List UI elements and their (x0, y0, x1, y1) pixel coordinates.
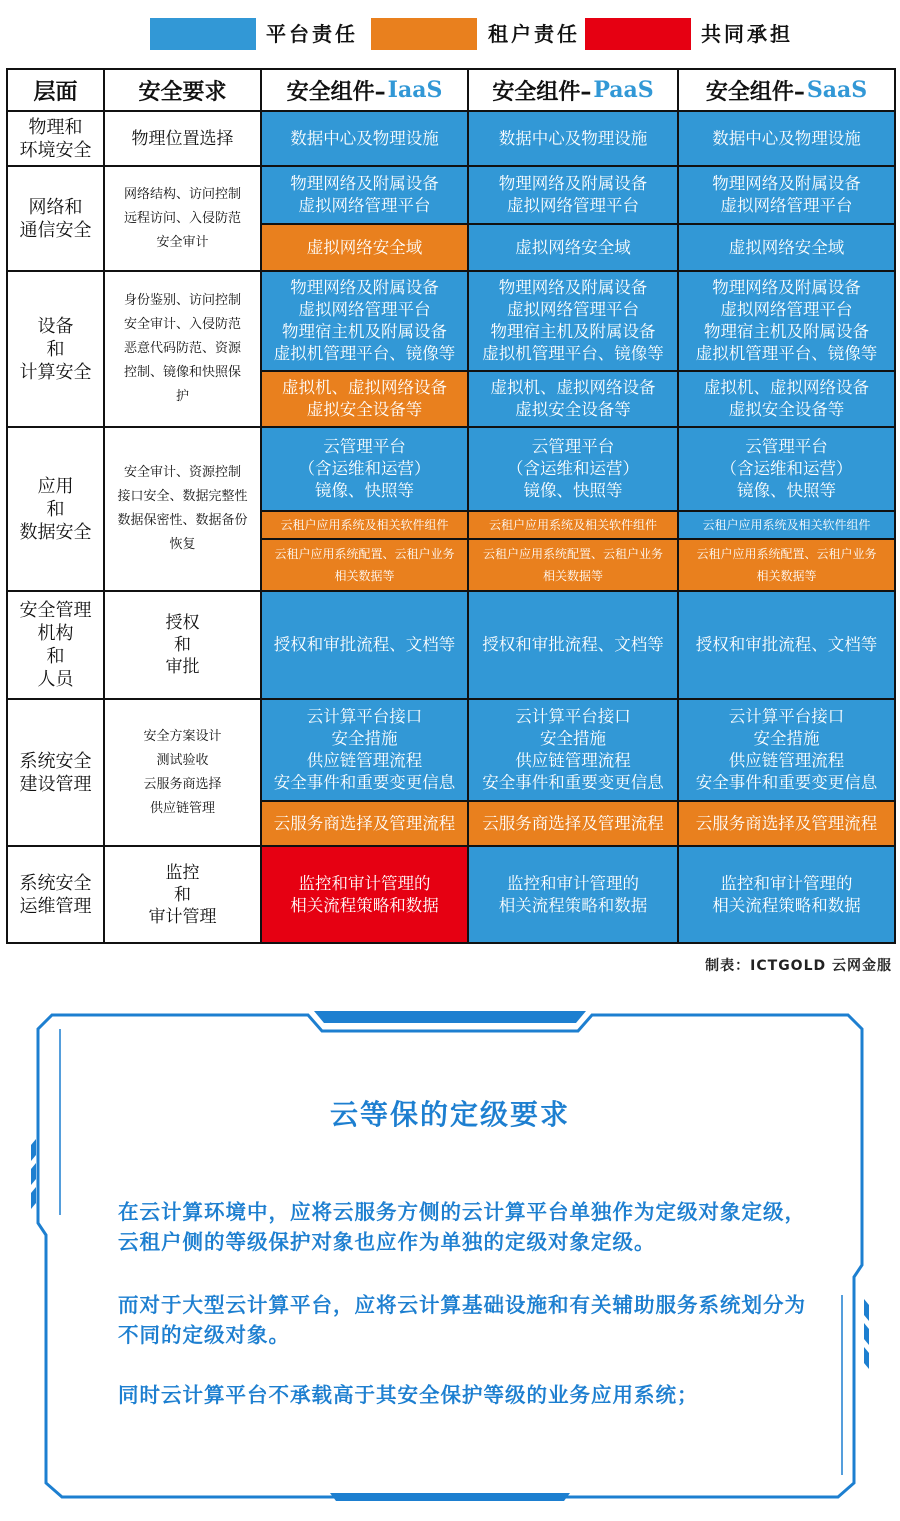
responsibility-table (6, 68, 896, 944)
requirement-cell: 授权 和 审批 (105, 592, 260, 698)
legend-label-platform: 平台责任 (266, 22, 358, 46)
component-cell: 云计算平台接口 安全措施 供应链管理流程 安全事件和重要变更信息 (469, 700, 677, 800)
paragraph-3: 同时云计算平台不承载高于其安全保护等级的业务应用系统； (118, 1383, 699, 1407)
header-requirement: 安全要求 (105, 70, 260, 110)
component-cell: 物理网络及附属设备 虚拟网络管理平台 物理宿主机及附属设备 虚拟机管理平台、镜像等 (469, 272, 677, 370)
component-cell: 物理网络及附属设备 虚拟网络管理平台 物理宿主机及附属设备 虚拟机管理平台、镜像等 (262, 272, 467, 370)
component-cell: 云租户应用系统及相关软件组件 (262, 512, 467, 538)
component-cell: 数据中心及物理设施 (262, 112, 467, 165)
component-cell: 授权和审批流程、文档等 (262, 592, 467, 698)
component-cell: 云租户应用系统配置、云租户业务 相关数据等 (262, 540, 467, 590)
legend-swatch-tenant (371, 18, 477, 50)
component-cell: 授权和审批流程、文档等 (469, 592, 677, 698)
requirement-cell: 身份鉴别、访问控制 安全审计、入侵防范 恶意代码防范、资源 控制、镜像和快照保 护 (105, 272, 260, 426)
paragraph-1: 在云计算环境中，应将云服务方侧的云计算平台单独作为定级对象定级，云租户侧的等级保护对象也应作为单独的定级对象定级。 (118, 1200, 806, 1254)
header-paas (469, 70, 677, 110)
component-cell: 云租户应用系统配置、云租户业务 相关数据等 (679, 540, 894, 590)
component-cell: 虚拟机、虚拟网络设备 虚拟安全设备等 (679, 372, 894, 426)
level-cell: 物理和 环境安全 (8, 112, 103, 165)
component-cell: 物理网络及附属设备 虚拟网络管理平台 物理宿主机及附属设备 虚拟机管理平台、镜像等 (679, 272, 894, 370)
component-cell: 云服务商选择及管理流程 (262, 802, 467, 845)
paragraph-2: 而对于大型云计算平台，应将云计算基础设施和有关辅助服务系统划分为不同的定级对象。 (118, 1293, 806, 1347)
component-cell: 监控和审计管理的 相关流程策略和数据 (262, 847, 467, 942)
box-title: 云等保的定级要求 (329, 1098, 570, 1131)
table-credit: 制表：ICTGOLD 云网金服 (705, 958, 892, 974)
component-cell: 云服务商选择及管理流程 (469, 802, 677, 845)
component-cell: 物理网络及附属设备 虚拟网络管理平台 (262, 167, 467, 223)
component-cell: 虚拟网络安全域 (469, 225, 677, 270)
component-cell: 虚拟机、虚拟网络设备 虚拟安全设备等 (469, 372, 677, 426)
component-cell: 云租户应用系统及相关软件组件 (469, 512, 677, 538)
component-cell: 云管理平台 （含运维和运营） 镜像、快照等 (262, 428, 467, 510)
legend-label-tenant: 租户责任 (488, 22, 580, 46)
level-cell: 设备 和 计算安全 (8, 272, 103, 426)
component-cell: 云租户应用系统配置、云租户业务 相关数据等 (469, 540, 677, 590)
header-saas (679, 70, 894, 110)
legend-swatch-platform (150, 18, 256, 50)
frame-top-tab (314, 1011, 586, 1023)
level-cell: 系统安全 运维管理 (8, 847, 103, 942)
component-cell: 虚拟机、虚拟网络设备 虚拟安全设备等 (262, 372, 467, 426)
level-cell: 应用 和 数据安全 (8, 428, 103, 590)
component-cell: 数据中心及物理设施 (679, 112, 894, 165)
header-paas-prefix: 安全组件– (492, 79, 592, 105)
header-iaas-accent: IaaS (387, 77, 443, 103)
requirement-cell: 监控 和 审计管理 (105, 847, 260, 942)
frame-right-ticks (864, 1299, 869, 1369)
header-iaas (262, 70, 467, 110)
level-cell: 系统安全 建设管理 (8, 700, 103, 845)
requirement-cell: 物理位置选择 (105, 112, 260, 165)
frame-bottom-tab (330, 1493, 570, 1501)
requirement-cell: 安全方案设计 测试验收 云服务商选择 供应链管理 (105, 700, 260, 845)
component-cell: 授权和审批流程、文档等 (679, 592, 894, 698)
component-cell: 监控和审计管理的 相关流程策略和数据 (679, 847, 894, 942)
header-level: 层面 (8, 70, 103, 110)
header-iaas-prefix: 安全组件– (286, 79, 386, 105)
component-cell: 云计算平台接口 安全措施 供应链管理流程 安全事件和重要变更信息 (262, 700, 467, 800)
component-cell: 云计算平台接口 安全措施 供应链管理流程 安全事件和重要变更信息 (679, 700, 894, 800)
component-cell: 物理网络及附属设备 虚拟网络管理平台 (469, 167, 677, 223)
requirement-cell: 网络结构、访问控制 远程访问、入侵防范 安全审计 (105, 167, 260, 270)
component-cell: 物理网络及附属设备 虚拟网络管理平台 (679, 167, 894, 223)
component-cell: 虚拟网络安全域 (679, 225, 894, 270)
requirement-cell: 安全审计、资源控制 接口安全、数据完整性 数据保密性、数据备份 恢复 (105, 428, 260, 590)
component-cell: 云管理平台 （含运维和运营） 镜像、快照等 (679, 428, 894, 510)
frame-left-ticks (31, 1139, 36, 1209)
component-cell: 云管理平台 （含运维和运营） 镜像、快照等 (469, 428, 677, 510)
component-cell: 云服务商选择及管理流程 (679, 802, 894, 845)
level-cell: 网络和 通信安全 (8, 167, 103, 270)
header-saas-prefix: 安全组件– (705, 79, 805, 105)
component-cell: 数据中心及物理设施 (469, 112, 677, 165)
header-paas-accent: PaaS (593, 77, 654, 103)
component-cell: 云租户应用系统及相关软件组件 (679, 512, 894, 538)
header-saas-accent: SaaS (806, 77, 868, 103)
component-cell: 虚拟网络安全域 (262, 225, 467, 270)
legend-swatch-shared (585, 18, 691, 50)
level-cell: 安全管理 机构 和 人员 (8, 592, 103, 698)
legend-label-shared: 共同承担 (701, 22, 793, 46)
component-cell: 监控和审计管理的 相关流程策略和数据 (469, 847, 677, 942)
